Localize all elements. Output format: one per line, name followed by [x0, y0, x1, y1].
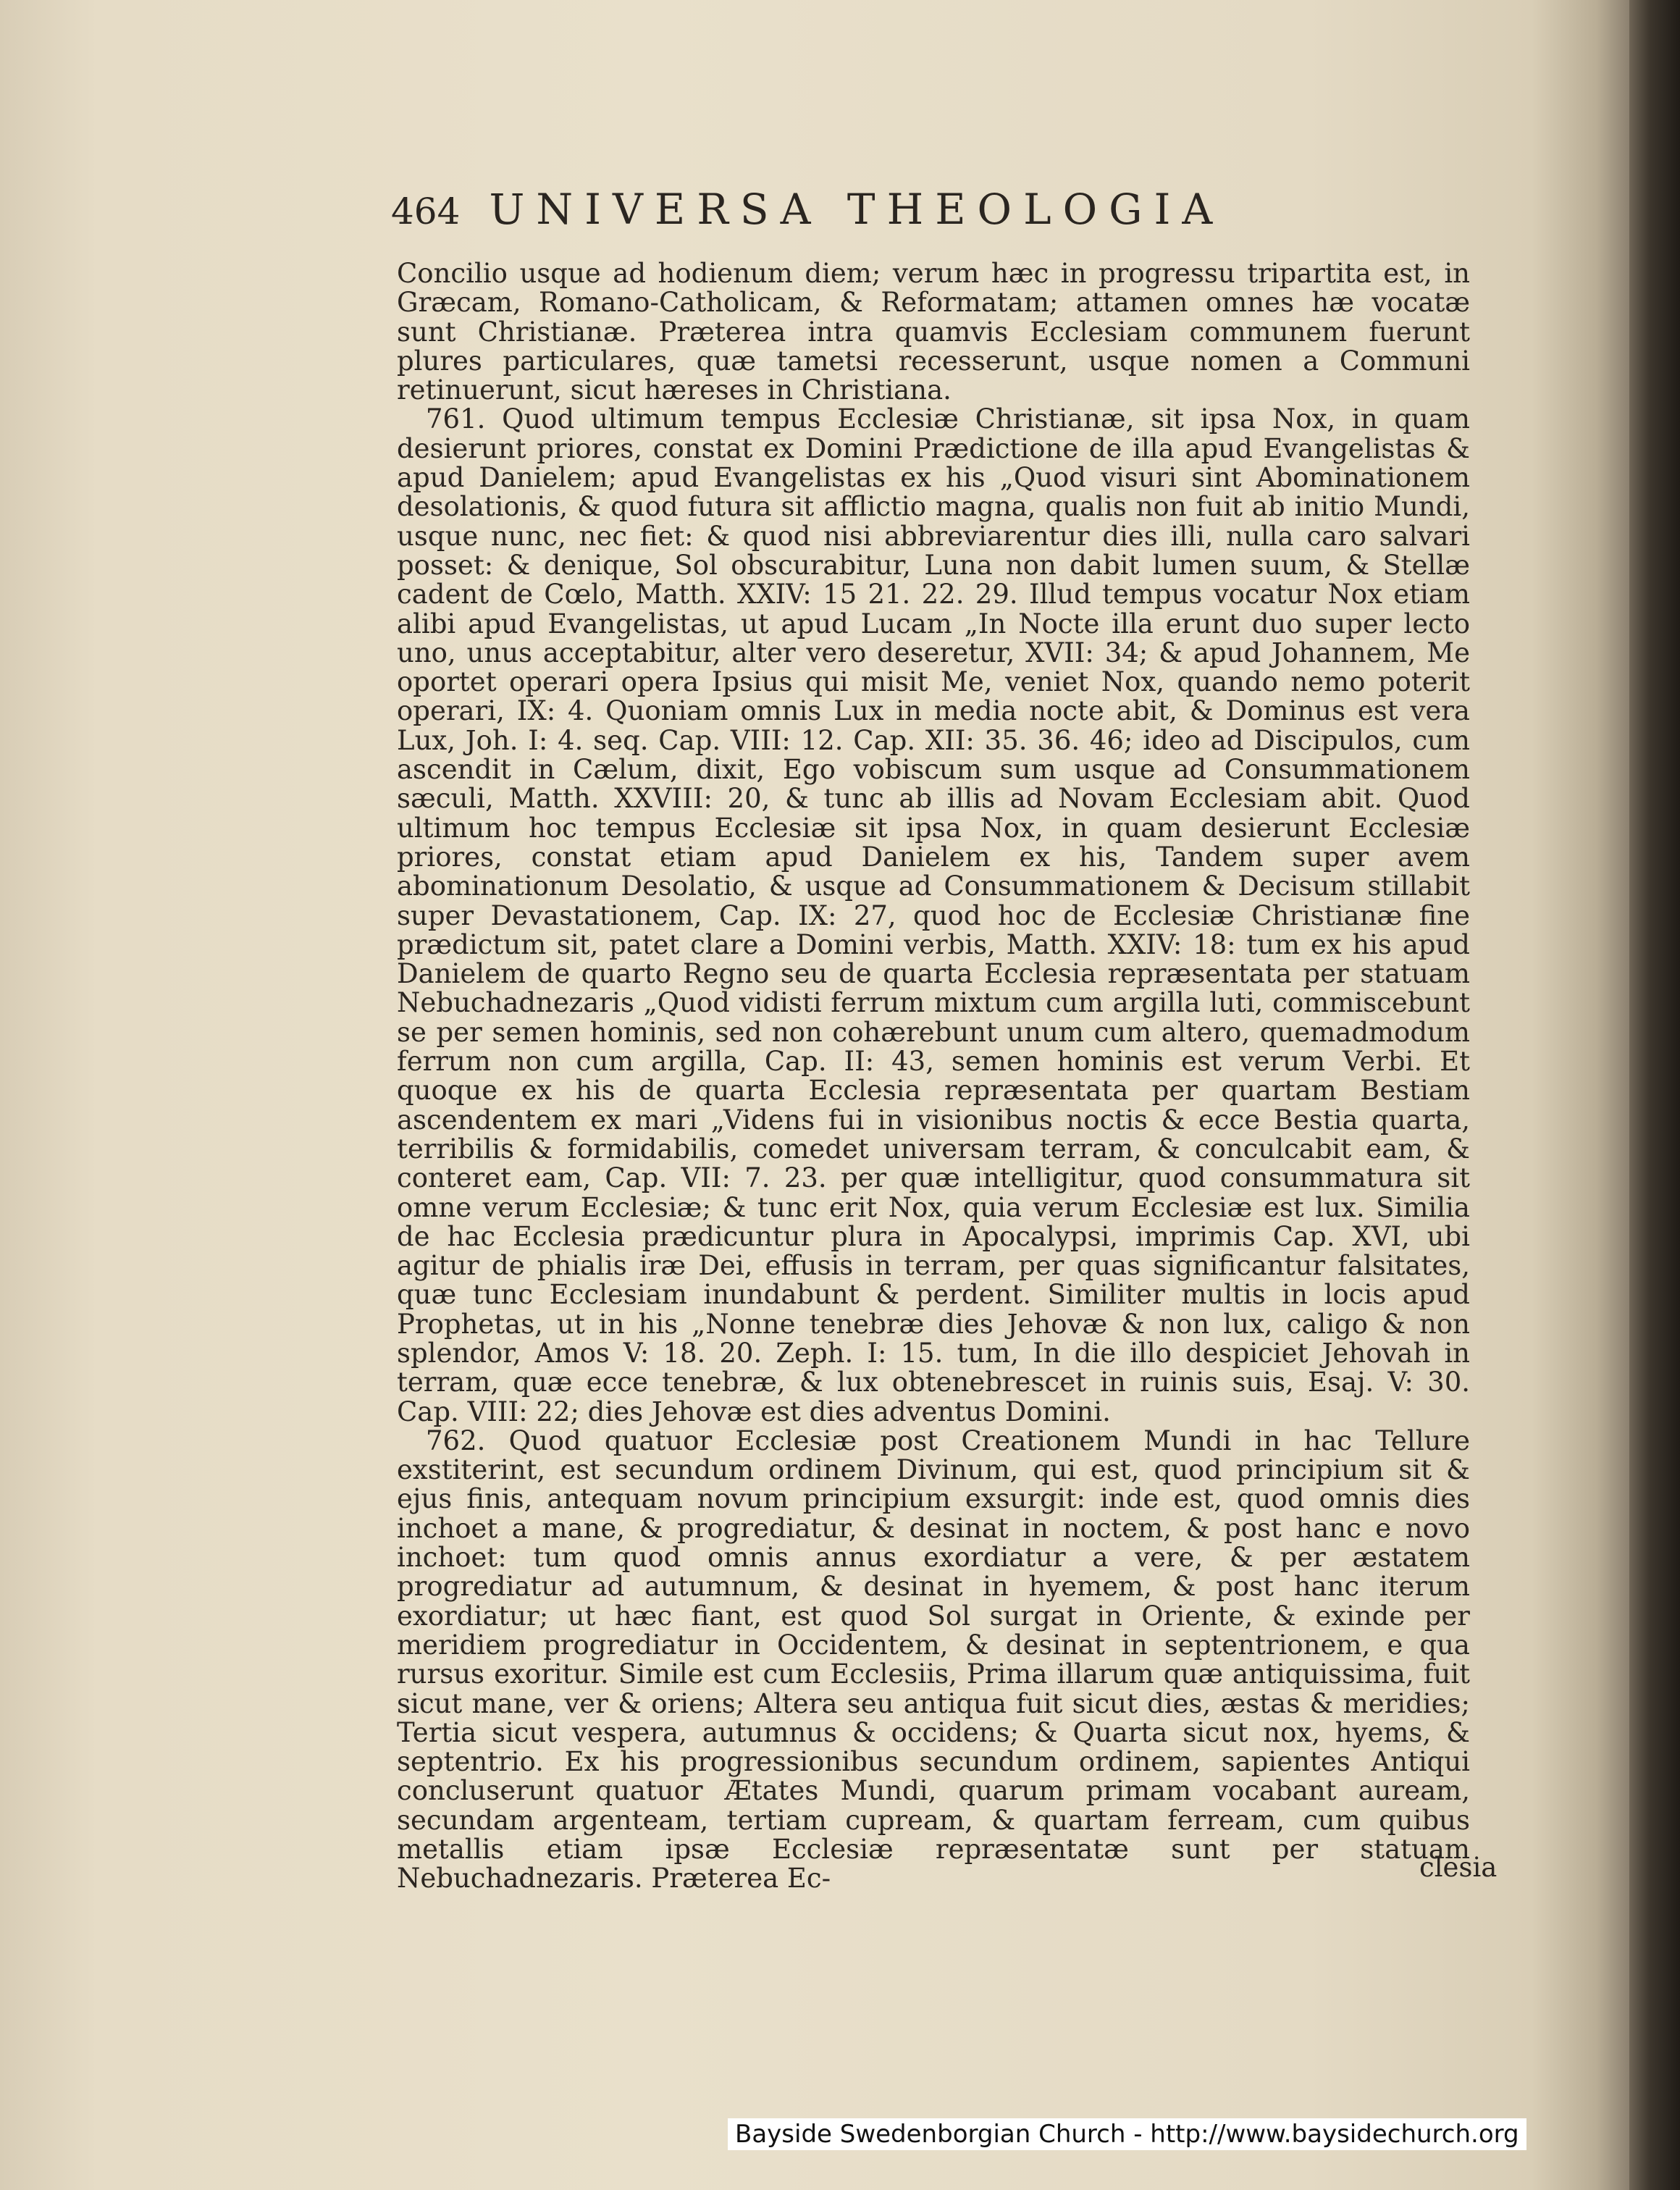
page-number: 464: [391, 190, 461, 232]
page-gutter-shadow: [1629, 0, 1680, 2190]
page-header: [391, 185, 1361, 243]
body-text: [397, 259, 1470, 1894]
running-title: UNIVERSA THEOLOGIA: [489, 185, 1225, 234]
paragraph-761: 761. Quod ultimum tempus Ecclesiæ Christianæ, sit ipsa Nox, in quam desierunt priores, constat ex Domini Prædictione de illa apud Evangelistas & apud Danielem; apud Evangelistas ex his „Quod visuri sint Abominationem desolationis, & quod futura sit afflictio magna, qualis non fuit ab initio Mundi, usque nunc, nec fiet: & quod nisi abbreviarentur dies illi, nulla caro salvari posset: & denique, Sol obscurabitur, Luna non dabit lumen suum, & Stellæ cadent de Cœlo, Matth. XXIV: 15 21. 22. 29. Illud tempus vocatur Nox etiam alibi apud Evangelistas, ut apud Lucam „In Nocte illa erunt duo super lecto uno, unus acceptabitur, alter vero deseretur, XVII: 34; & apud Johannem, Me oportet operari opera Ipsius qui misit Me, veniet Nox, quando nemo poterit operari, IX: 4. Quoniam omnis Lux in media nocte abit, & Dominus est vera Lux, Joh. I: 4. seq. Cap. VIII: 12. Cap. XII: 35. 36. 46; ideo ad Discipulos, cum ascendit in Cælum, dixit, Ego vobiscum sum usque ad Consummationem sæculi, Matth. XXVIII: 20, & tunc ab illis ad Novam Ecclesiam abit. Quod ultimum hoc tempus Ecclesiæ sit ipsa Nox, in quam desierunt Ecclesiæ priores, constat etiam apud Danielem ex his, Tandem super avem abominationum Desolatio, & usque ad Consummationem & Decisum stillabit super Devastationem, Cap. IX: 27, quod hoc de Ecclesiæ Christianæ fine prædictum sit, patet clare a Domini verbis, Matth. XXIV: 18: tum ex his apud Danielem de quarto Regno seu de quarta Ecclesia repræsentata per statuam Nebuchadnezaris „Quod vidisti ferrum mixtum cum argilla luti, commiscebunt se per semen hominis, sed non cohærebunt unum cum altero, quemadmodum ferrum non cum argilla, Cap. II: 43, semen hominis est verum Verbi. Et quoque ex his de quarta Ecclesia repræsentata per quartam Bestiam ascendentem ex mari „Videns fui in visionibus noctis & ecce Bestia quarta, terribilis & formidabilis, comedet universam terram, & conculcabit eam, & conteret eam, Cap. VII: 7. 23. per quæ intelligitur, quod consummatura sit omne verum Ecclesiæ; & tunc erit Nox, quia verum Ecclesiæ est lux. Similia de hac Ecclesia prædicuntur plura in Apocalypsi, imprimis Cap. XVI, ubi agitur de phialis iræ Dei, effusis in terram, per quas significantur falsitates, quæ tunc Ecclesiam inundabunt & perdent. Similiter multis in locis apud Prophetas, ut in his „Nonne tenebræ dies Jehovæ & non lux, caligo & non splendor, Amos V: 18. 20. Zeph. I: 15. tum, In die illo despiciet Jehovah in terram, quæ ecce tenebræ, & lux obtenebrescet in ruinis suis, Esaj. V: 30. Cap. VIII: 22; dies Jehovæ est dies adventus Domini.: [397, 403, 1470, 1427]
intro-paragraph: Concilio usque ad hodienum diem; verum hæc in progressu tripartita est, in Græcam, Romano-Catholicam, & Reformatam; attamen omnes hæ vocatæ sunt Christianæ. Præterea intra quamvis Ecclesiam communem fuerunt plures particulares, quæ tametsi recesserunt, usque nomen a Communi retinuerunt, sicut hæreses in Christiana.: [397, 258, 1470, 406]
credit-watermark: Bayside Swedenborgian Church - http://www.baysidechurch.org: [728, 2118, 1526, 2150]
catchword: clesia: [1419, 1852, 1498, 1883]
paragraph-762: 762. Quod quatuor Ecclesiæ post Creationem Mundi in hac Tellure exstiterint, est secundum ordinem Divinum, qui est, quod principium sit & ejus finis, antequam novum principium exsurgit: inde est, quod omnis dies inchoet a mane, & progrediatur, & desinat in noctem, & post hanc e novo inchoet: tum quod omnis annus exordiatur a vere, & per æstatem progrediatur ad autumnum, & desinat in hyemem, & post hanc iterum exordiatur; ut hæc fiant, est quod Sol surgat in Oriente, & exinde per meridiem progrediatur in Occidentem, & desinat in septentrionem, e qua rursus exoritur. Simile est cum Ecclesiis, Prima illarum quæ antiquissima, fuit sicut mane, ver & oriens; Altera seu antiqua fuit sicut dies, æstas & meridies; Tertia sicut vespera, autumnus & occidens; & Quarta sicut nox, hyems, & septentrio. Ex his progressionibus secundum ordinem, sapientes Antiqui concluserunt quatuor Ætates Mundi, quarum primam vocabant auream, secundam argenteam, tertiam cupream, & quartam ferream, cum quibus metallis etiam ipsæ Ecclesiæ repræsentatæ sunt per statuam Nebuchadnezaris. Præterea Ec-: [397, 1425, 1470, 1895]
